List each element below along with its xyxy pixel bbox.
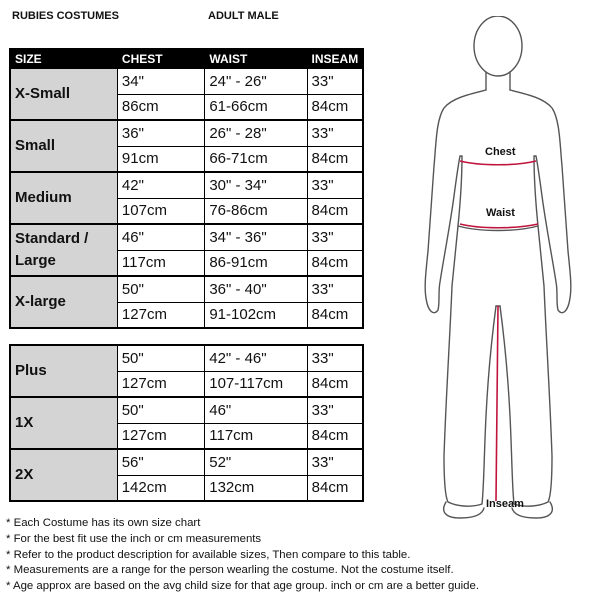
chest-cell: 117cm [117,250,204,276]
size-label: 2X [10,449,117,501]
size-table [9,48,364,329]
column-header-waist: WAIST [205,49,307,68]
waist-cell: 117cm [205,423,307,449]
inseam-cell: 33" [307,345,363,371]
waist-cell: 36" - 40" [205,276,307,302]
waist-cell: 26" - 28" [205,120,307,146]
inseam-cell: 84cm [307,302,363,328]
size-label: X-large [10,276,117,328]
inseam-cell: 33" [307,172,363,198]
inseam-cell: 33" [307,68,363,94]
chest-cell: 36" [117,120,204,146]
note-item: * For the best fit use the inch or cm measurements [6,532,262,545]
brand-title: RUBIES COSTUMES [12,10,119,22]
chest-cell: 86cm [117,94,204,120]
plus-size-table [9,344,364,502]
column-header-chest: CHEST [117,49,204,68]
chest-cell: 46" [117,224,204,250]
table-header-row [10,49,363,68]
waist-cell: 52" [205,449,307,475]
size-label [10,224,117,276]
inseam-cell: 33" [307,449,363,475]
inseam-cell: 33" [307,397,363,423]
table-row [10,397,363,423]
size-label: Medium [10,172,117,224]
size-label: X-Small [10,68,117,120]
waist-cell: 86-91cm [205,250,307,276]
chest-cell: 142cm [117,475,205,501]
table-row [10,68,363,94]
waist-cell: 46" [205,397,307,423]
note-item: * Age approx are based on the avg child size for that age group. inch or cm are a better guide. [6,580,480,593]
chest-cell: 107cm [117,198,204,224]
waist-cell: 91-102cm [205,302,307,328]
inseam-cell: 84cm [307,250,363,276]
chest-cell: 127cm [117,371,205,397]
chest-cell: 34" [117,68,204,94]
chest-cell: 127cm [117,302,204,328]
chest-cell: 91cm [117,146,204,172]
chest-cell: 50" [117,345,205,371]
table-row [10,120,363,146]
inseam-cell: 84cm [307,146,363,172]
inseam-cell: 33" [307,224,363,250]
inseam-cell: 33" [307,276,363,302]
size-label: 1X [10,397,117,449]
note-item: * Measurements are a range for the person wearling the costume. Not the costume itself. [6,564,454,577]
waist-cell: 34" - 36" [205,224,307,250]
table-row [10,276,363,302]
notes-list [6,516,479,595]
waist-cell: 107-117cm [205,371,307,397]
column-header-inseam: INSEAM [307,49,363,68]
inseam-label: Inseam [486,498,524,510]
column-header-size: SIZE [10,49,117,68]
inseam-cell: 84cm [307,475,363,501]
waist-cell: 30" - 34" [205,172,307,198]
waist-cell: 66-71cm [205,146,307,172]
waist-cell: 76-86cm [205,198,307,224]
waist-label: Waist [486,207,515,219]
inseam-cell: 84cm [307,94,363,120]
waist-cell: 24" - 26" [205,68,307,94]
chest-cell: 42" [117,172,204,198]
size-label-line1: Standard / [15,230,89,247]
size-label-line2: Large [15,252,56,269]
waist-cell: 61-66cm [205,94,307,120]
chest-cell: 127cm [117,423,205,449]
chest-cell: 50" [117,276,204,302]
chest-label: Chest [485,146,516,158]
note-item: * Each Costume has its own size chart [6,517,201,529]
table-row [10,224,363,250]
size-label: Small [10,120,117,172]
table-row [10,449,363,475]
inseam-cell: 84cm [307,371,363,397]
note-item: * Refer to the product description for available sizes, Then compare to this table. [6,548,411,561]
table-row [10,172,363,198]
inseam-cell: 33" [307,120,363,146]
table-row [10,345,363,371]
chest-cell: 56" [117,449,205,475]
human-body-outline-icon [400,16,595,526]
waist-cell: 42" - 46" [205,345,307,371]
waist-cell: 132cm [205,475,307,501]
size-label: Plus [10,345,117,397]
chest-cell: 50" [117,397,205,423]
category-title: ADULT MALE [208,10,279,22]
inseam-cell: 84cm [307,423,363,449]
inseam-cell: 84cm [307,198,363,224]
